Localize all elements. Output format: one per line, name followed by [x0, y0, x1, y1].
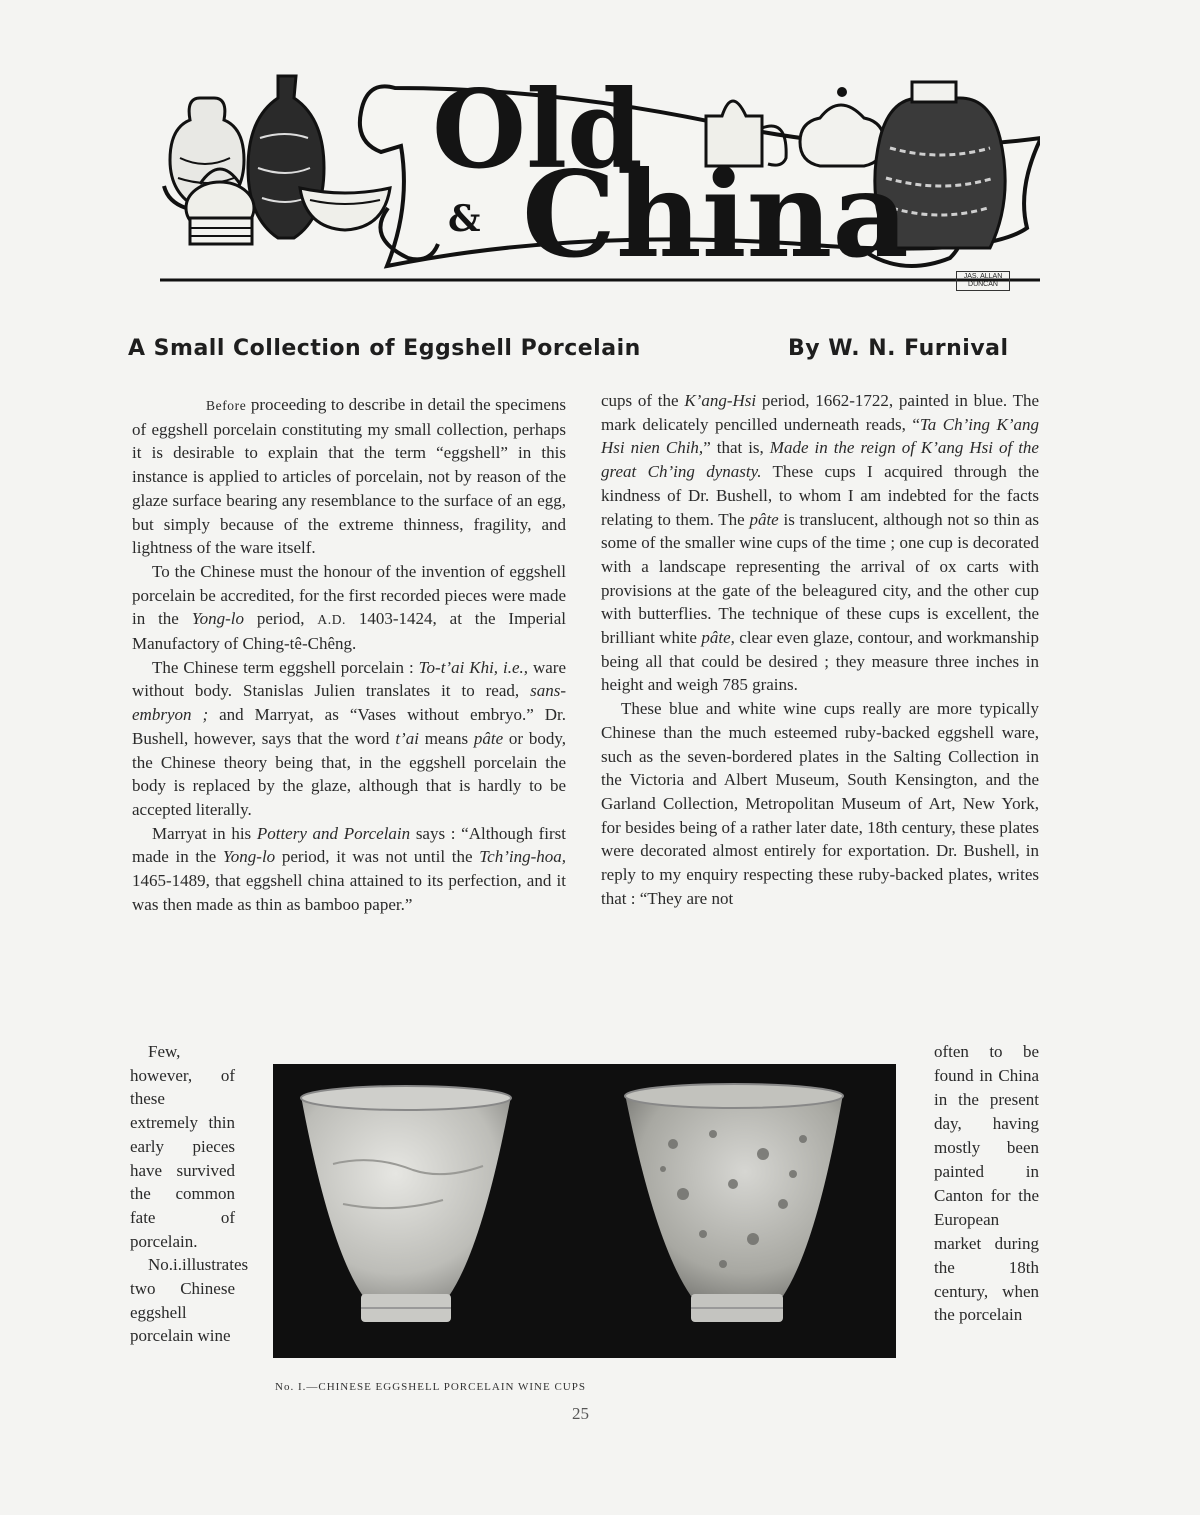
paragraph: Before proceeding to describe in detail the specimens of eggshell porcelain constituting my small collection, perhaps it is desirable to explain that the term “eggshell” in this instance is applied to articles of porcelain, not by reason of the glaze surface bearing any resemblance to the surface of an egg, but simply because of the extreme thinness, fragility, and lightness of the ware itself.: [132, 395, 566, 558]
article-title: A Small Collection of Eggshell Porcelain: [128, 336, 641, 361]
article-byline: By W. N. Furnival: [788, 336, 1009, 361]
paragraph: The Chinese term eggshell porcelain : To-t’ai Khi, i.e., ware without body. Stanislas Julien translates it to read, sans-embryon ; and Marryat, as “Vases without embryo.” Dr. Bushell, however, says that the word t’ai means pâte or body, the Chinese theory being that, in the eggshell porcelain the body is replaced by the glaze, although that is hardly to be accepted literally.: [132, 657, 567, 819]
narrow-right-column: [934, 1040, 1039, 1327]
paragraph: Few, however, of these extremely thin early pieces have survived the common fate of porcelain.: [130, 1042, 235, 1251]
paragraph: No.i.illustrates two Chinese eggshell porcelain wine: [130, 1255, 249, 1346]
narrow-left-column: [130, 1040, 249, 1348]
cups-illustration: [273, 1064, 896, 1358]
right-column: [601, 389, 1039, 910]
paragraph: To the Chinese must the honour of the invention of eggshell porcelain be accredited, for the first recorded pieces were made in the Yong-lo period, A.D. 1403-1424, at the Imperial Manufactory of Ching-tê-Chêng.: [132, 561, 566, 654]
left-column: [132, 393, 566, 916]
figure-caption: No. I.—CHINESE EGGSHELL PORCELAIN WINE CUPS: [275, 1381, 586, 1393]
banner-ampersand: &: [448, 198, 481, 240]
paragraph: These blue and white wine cups really are more typically Chinese than the much esteemed ruby-backed eggshell ware, such as the seven-bordered plates in the Salting Collection in the Victoria and Albert Museum, South Kensington, and the Garland Collection, Metropolitan Museum of Art, New York, for besides being of a rather later date, 18th century, these plates were decorated almost entirely for exportation. Dr. Bushell, in reply to my enquiry respecting these ruby-backed plates, writes that : “They are not: [601, 699, 1039, 908]
banner-title-old: Old: [432, 67, 643, 193]
header-banner: [160, 58, 1040, 293]
wine-cups-photo: [273, 1064, 896, 1358]
illustrator-signature: JAS. ALLAN DUNCAN: [956, 271, 1010, 291]
paragraph: cups of the K’ang-Hsi period, 1662-1722, painted in blue. The mark delicately pencilled underneath reads, “Ta Ch’ing K’ang Hsi nien Chih,” that is, Made in the reign of K’ang Hsi of the great Ch’ing dynasty. These cups I acquired through the kindness of Dr. Bushell, to whom I am indebted for the facts relating to them. The pâte is translucent, although not so thin as some of the smaller wine cups of the time ; one cup is decorated with a landscape representing the arrival of ox carts with provisions at the gate of the beleagured city, and the other cup with butterflies. The technique of these cups is excellent, the brilliant white pâte, clear even glaze, contour, and workmanship being all that could be desired ; they measure three inches in height and weigh 785 grains.: [601, 391, 1040, 695]
paragraph: often to be found in China in the present day, having mostly been painted in Canton for the European market during the 18th century, when the porcelain: [934, 1042, 1039, 1325]
paragraph: Marryat in his Pottery and Porcelain says : “Although first made in the Yong-lo period, it was not until the Tch’ing-hoa, 1465-1489, that eggshell china attained to its perfection, and it was then made as thin as bamboo paper.”: [132, 823, 566, 914]
banner-title-china: China: [522, 145, 909, 284]
page-number: 25: [572, 1404, 589, 1423]
